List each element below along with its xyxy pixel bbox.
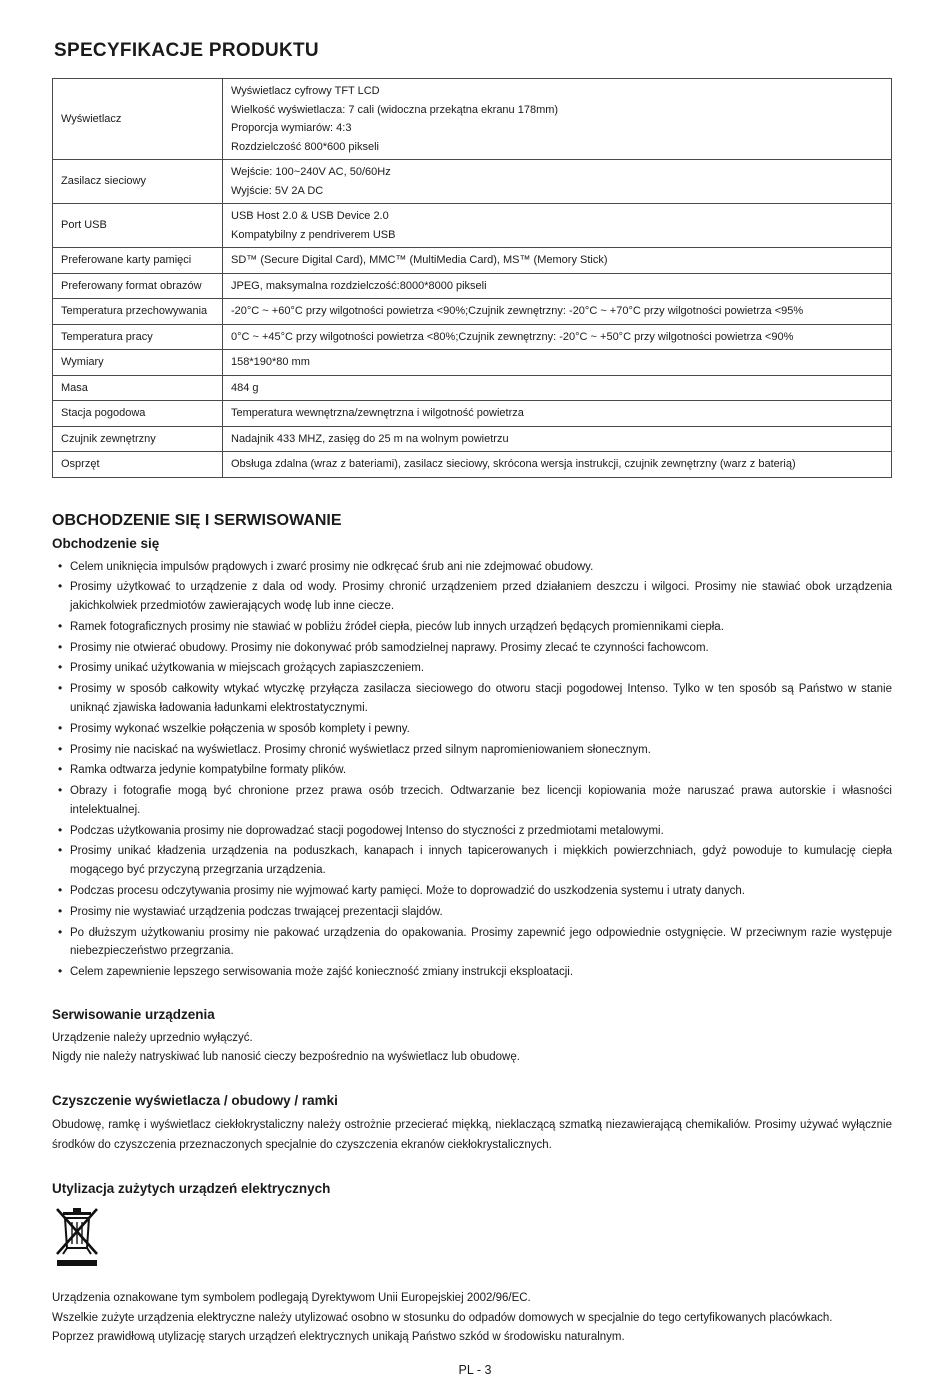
- list-item: • Po dłuższym użytkowaniu prosimy nie pakować urządzenia do opakowania. Prosimy zapewnić jego odpowiednie ostygnięcie. W przeciwnym razie występuje niebezpieczeństwo przegrzania.: [56, 924, 892, 961]
- table-row: [53, 273, 892, 299]
- spec-label: Temperatura pracy: [53, 324, 223, 350]
- spec-label: Masa: [53, 375, 223, 401]
- spec-value-line: SD™ (Secure Digital Card), MMC™ (MultiMedia Card), MS™ (Memory Stick): [231, 254, 608, 266]
- list-item: • Celem uniknięcia impulsów prądowych i zwarć prosimy nie odkręcać śrub ani nie zdejmować obudowy.: [56, 558, 892, 576]
- spec-label: Port USB: [53, 204, 223, 248]
- list-item: • Prosimy unikać kładzenia urządzenia na poduszkach, kanapach i innych tapicerowanych i miękkich powierzchniach, gdyż powoduje to kumulację ciepła mogącego być przyczyną przegrzania urządzenia.: [56, 842, 892, 879]
- spec-value: [223, 273, 892, 299]
- spec-value: [223, 299, 892, 325]
- spec-value-line: 158*190*80 mm: [231, 356, 310, 368]
- page-title: SPECYFIKACJE PRODUKTU: [54, 40, 319, 61]
- section-title-care: OBCHODZENIE SIĘ I SERWISOWANIE: [52, 511, 342, 529]
- list-item: • Ramka odtwarza jedynie kompatybilne formaty plików.: [56, 761, 892, 779]
- sub-title-cleaning: Czyszczenie wyświetlacza / obudowy / ramki: [52, 1093, 338, 1109]
- spec-value: [223, 248, 892, 274]
- service-text-line: Urządzenie należy uprzednio wyłączyć.: [52, 1032, 253, 1045]
- disposal-text-line: Wszelkie zużyte urządzenia elektryczne należy utylizować osobno w stosunku do odpadów domowych w specjalnie do tego certyfikowanych placówkach.: [52, 1312, 833, 1325]
- disposal-text-line: Urządzenia oznakowane tym symbolem podlegają Dyrektywom Unii Europejskiej 2002/96/EC.: [52, 1292, 531, 1305]
- list-item: • Prosimy nie naciskać na wyświetlacz. Prosimy chronić wyświetlacz przed silnym napromieniowaniem słonecznym.: [56, 741, 892, 759]
- spec-value-line: 484 g: [231, 381, 259, 394]
- list-item: • Prosimy wykonać wszelkie połączenia w sposób komplety i pewny.: [56, 720, 892, 738]
- spec-label: Wyświetlacz: [53, 79, 223, 160]
- spec-value: [223, 79, 892, 160]
- spec-value-line: JPEG, maksymalna rozdzielczość:8000*8000 pikseli: [231, 279, 487, 292]
- spec-label: Osprzęt: [53, 452, 223, 478]
- spec-value: [223, 324, 892, 350]
- list-item: • Prosimy nie otwierać obudowy. Prosimy nie dokonywać prób samodzielnej naprawy. Prosimy zlecać te czynności fachowcom.: [56, 639, 892, 657]
- table-row: [53, 401, 892, 427]
- spec-label: Zasilacz sieciowy: [53, 160, 223, 204]
- spec-value: [223, 426, 892, 452]
- table-row: [53, 350, 892, 376]
- spec-label: Wymiary: [53, 350, 223, 376]
- table-row: [53, 452, 892, 478]
- list-item: • Prosimy nie wystawiać urządzenia podczas trwającej prezentacji slajdów.: [56, 903, 892, 921]
- spec-label: Czujnik zewnętrzny: [53, 426, 223, 452]
- service-text-line: Nigdy nie należy natryskiwać lub nanosić cieczy bezpośrednio na wyświetlacz lub obudowę.: [52, 1051, 520, 1064]
- spec-value-line: 0°C ~ +45°C przy wilgotności powietrza <80%;Czujnik zewnętrzny: -20°C ~ +50°C przy wilgotności powietrza <90%: [231, 330, 794, 343]
- table-row: [53, 79, 892, 160]
- sub-title-service: Serwisowanie urządzenia: [52, 1007, 215, 1023]
- spec-value-line: Kompatybilny z pendriverem USB: [231, 228, 396, 241]
- spec-label: Temperatura przechowywania: [53, 299, 223, 325]
- list-item: • Prosimy unikać użytkowania w miejscach grożących zapiaszczeniem.: [56, 659, 892, 677]
- spec-value-line: Nadajnik 433 MHZ, zasięg do 25 m na wolnym powietrzu: [231, 432, 509, 445]
- list-item: • Podczas procesu odczytywania prosimy nie wyjmować karty pamięci. Może to doprowadzić do uszkodzenia systemu i utraty danych.: [56, 882, 892, 900]
- spec-value-line: Wejście: 100~240V AC, 50/60Hz: [231, 166, 391, 178]
- list-item: • Ramek fotograficznych prosimy nie stawiać w pobliżu źródeł ciepła, pieców lub innych urządzeń będących promiennikami ciepła.: [56, 618, 892, 636]
- table-row: [53, 375, 892, 401]
- spec-table: [52, 78, 892, 478]
- spec-value-line: Obsługa zdalna (wraz z bateriami), zasilacz sieciowy, skrócona wersja instrukcji, czujnik zewnętrzny (warz z baterią): [231, 458, 796, 470]
- spec-value: [223, 160, 892, 204]
- spec-value: [223, 350, 892, 376]
- list-item: • Podczas użytkowania prosimy nie doprowadzać stacji pogodowej Intenso do styczności z przedmiotami metalowymi.: [56, 822, 892, 840]
- spec-value: [223, 401, 892, 427]
- spec-value: [223, 204, 892, 248]
- table-row: [53, 426, 892, 452]
- table-row: [53, 160, 892, 204]
- disposal-text-line: Poprzez prawidłową utylizację starych urządzeń elektrycznych unikają Państwo szkód w środowisku naturalnym.: [52, 1331, 625, 1344]
- sub-title-disposal: Utylizacja zużytych urządzeń elektrycznych: [52, 1181, 331, 1197]
- spec-value-line: Wyświetlacz cyfrowy TFT LCD: [231, 85, 380, 97]
- sub-title-handling: Obchodzenie się: [52, 535, 160, 551]
- list-item: • Obrazy i fotografie mogą być chronione przez prawa osób trzecich. Odtwarzanie bez licencji kopiowania może naruszać prawa autorskie i własności intelektualnej.: [56, 782, 892, 819]
- spec-label: Stacja pogodowa: [53, 401, 223, 427]
- table-row: [53, 204, 892, 248]
- list-item: • Celem zapewnienie lepszego serwisowania może zajść konieczność zmiany instrukcji eksploatacji.: [56, 963, 892, 981]
- spec-label: Preferowany format obrazów: [53, 273, 223, 299]
- spec-label: Preferowane karty pamięci: [53, 248, 223, 274]
- spec-value-line: Rozdzielczość 800*600 pikseli: [231, 140, 379, 153]
- spec-value-line: Temperatura wewnętrzna/zewnętrzna i wilgotność powietrza: [231, 407, 524, 419]
- spec-value-line: USB Host 2.0 & USB Device 2.0: [231, 210, 389, 222]
- spec-value-line: Proporcja wymiarów: 4:3: [231, 122, 352, 134]
- table-row: [53, 248, 892, 274]
- table-row: [53, 324, 892, 350]
- spec-value: [223, 375, 892, 401]
- spec-value-line: Wyjście: 5V 2A DC: [231, 184, 324, 197]
- list-item: • Prosimy użytkować to urządzenie z dala od wody. Prosimy chronić urządzeniem przed działaniem deszczu i wilgoci. Prosimy nie stawiać obok urządzenia jakichkolwiek przedmiotów zawierających wodę lub inne ciecze.: [56, 578, 892, 615]
- list-item: • Prosimy w sposób całkowity wtykać wtyczkę przyłącza zasilacza sieciowego do otworu stacji pogodowej Intenso. Tylko w ten sposób są Państwo w stanie uniknąć zjawiska ładowania ładunkami elektrostatycznymi.: [56, 680, 892, 717]
- table-row: [53, 299, 892, 325]
- weee-crossed-out-bin-icon: [54, 1206, 892, 1275]
- spec-value-line: Wielkość wyświetlacza: 7 cali (widoczna przekątna ekranu 178mm): [231, 103, 559, 116]
- spec-value: [223, 452, 892, 478]
- handling-list: [56, 558, 892, 982]
- page-number: PL - 3: [458, 1363, 492, 1378]
- cleaning-text: Obudowę, ramkę i wyświetlacz ciekłokrystaliczny należy ostrożnie przecierać miękką, nieklaczącą szmatką niezawierającą chemikaliów. Prosimy używać wyłącznie środków do czyszczenia przeznaczonych specjalnie do czyszczenia ekranów ciekłokrystalicznych.: [52, 1119, 892, 1152]
- spec-value-line: -20°C ~ +60°C przy wilgotności powietrza <90%;Czujnik zewnętrzny: -20°C ~ +70°C przy wilgotności powietrza <95%: [231, 305, 804, 317]
